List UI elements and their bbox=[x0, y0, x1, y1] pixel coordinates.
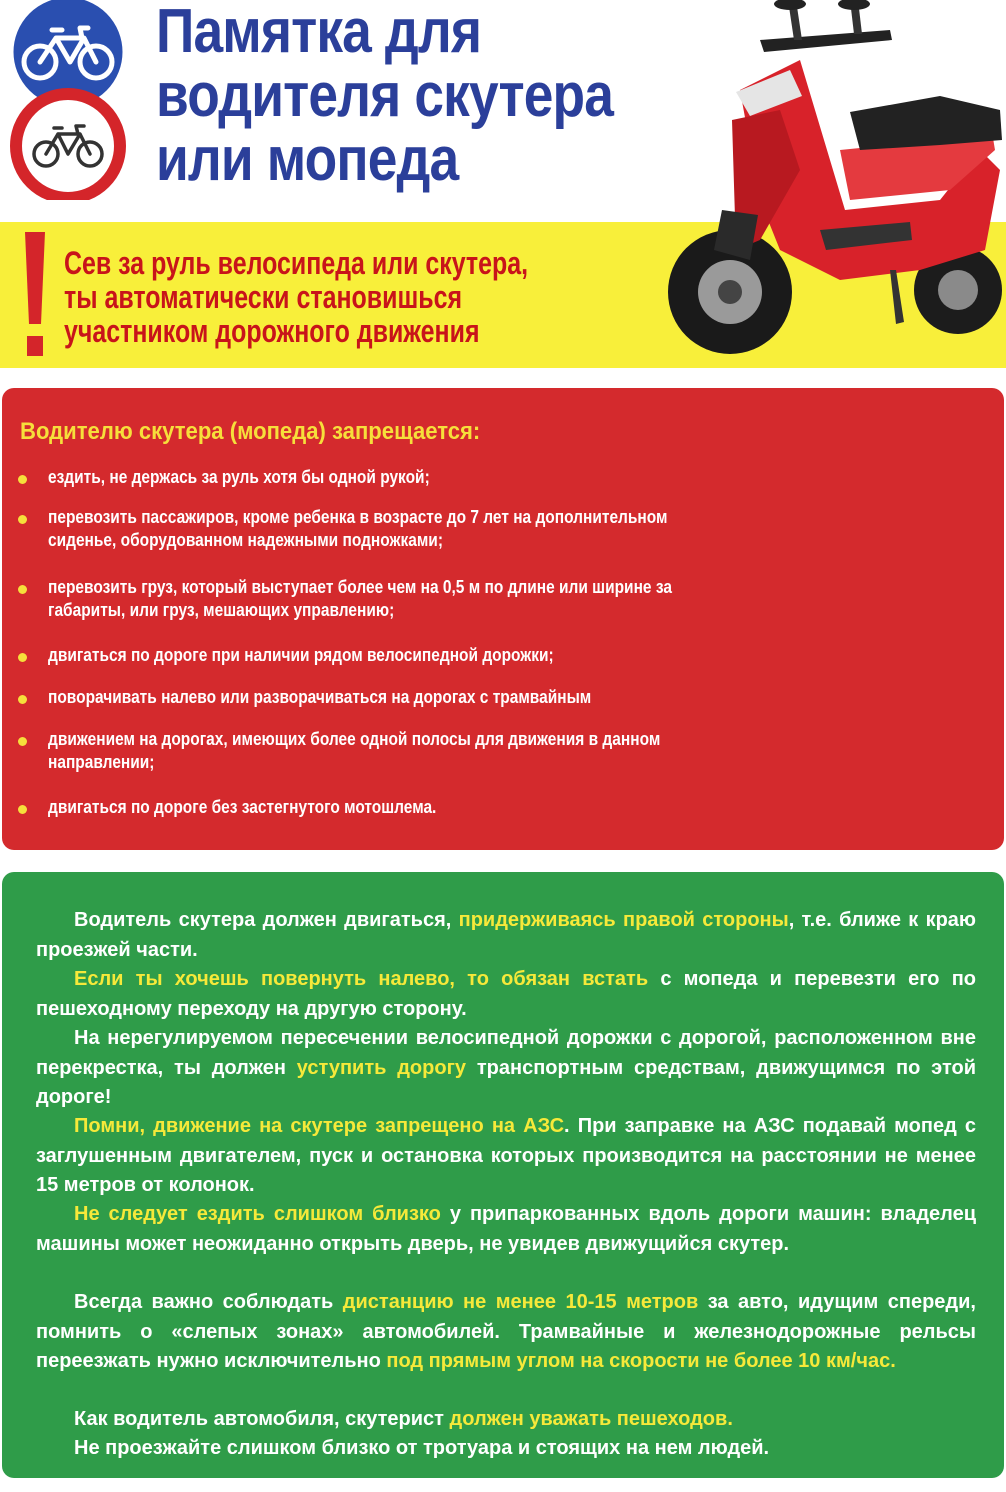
highlight-text: дистанцию не менее 10-15 метров bbox=[342, 1291, 699, 1313]
warning-line-1: Сев за руль велосипеда или скутера, bbox=[64, 245, 529, 281]
warning-line-3: участником дорожного движения bbox=[64, 313, 480, 349]
bullet-icon bbox=[18, 805, 27, 814]
bullet-icon bbox=[18, 585, 27, 594]
warning-line-2: ты автоматически становишься bbox=[64, 279, 463, 315]
highlight-text: должен уважать пешеходов. bbox=[449, 1408, 733, 1430]
advice-paragraph: Помни, движение на скутере запрещено на АЗС. При заправке на АЗС подавай мопед с заглушенным двигателем, пуск и остановка которых производится на расстоянии не менее 15 метров от колонок. bbox=[36, 1115, 976, 1196]
bullet-icon bbox=[18, 515, 27, 524]
advice-paragraph: Если ты хочешь повернуть налево, то обязан встать с мопеда и перевезти его по пешеходному переходу на другую сторону. bbox=[36, 968, 976, 1020]
poster-title bbox=[156, 0, 638, 192]
list-item-line: габариты, или груз, мешающих управлению; bbox=[48, 600, 395, 620]
bullet-icon bbox=[18, 475, 27, 484]
advice-paragraph: Всегда важно соблюдать дистанцию не менее 10-15 метров за авто, идущим спереди, помнить о «слепых зонах» автомобилей. Трамвайные и железнодорожные рельсы переезжать нужно исключительно под прямым углом на скорости не более 10 км/час. bbox=[36, 1291, 976, 1372]
advice-paragraph: Водитель скутера должен двигаться, придерживаясь правой стороны, т.е. ближе к краю проезжей части. bbox=[36, 909, 976, 961]
bullet-icon bbox=[18, 695, 27, 704]
advice-paragraph: Не проезжайте слишком близко от тротуара и стоящих на нем людей. bbox=[74, 1437, 770, 1459]
list-item-line: двигаться по дороге при наличии рядом велосипедной дорожки; bbox=[48, 645, 554, 665]
road-signs bbox=[4, 0, 132, 200]
no-bicycles-sign-icon bbox=[16, 94, 120, 198]
list-item-line: поворачивать налево или разворачиваться на дорогах с трамвайным bbox=[48, 687, 592, 707]
highlight-text: под прямым углом на скорости не более 10 км/час. bbox=[386, 1350, 896, 1372]
scooter-image bbox=[640, 0, 1006, 360]
list-item-line: двигаться по дороге без застегнутого мотошлема. bbox=[48, 797, 437, 817]
title-line-2: водителя скутера bbox=[156, 61, 614, 130]
prohibitions-heading: Водителю скутера (мопеда) запрещается: bbox=[20, 418, 481, 445]
advice-paragraph: Не следует ездить слишком близко у припаркованных вдоль дороги машин: владелец машины может неожиданно открыть дверь, не увидев движущийся скутер. bbox=[36, 1203, 977, 1255]
list-item-line: движением на дорогах, имеющих более одной полосы для движения в данном bbox=[48, 729, 661, 749]
list-item-line: ездить, не держась за руль хотя бы одной рукой; bbox=[48, 467, 430, 487]
highlight-text: уступить дорогу bbox=[296, 1056, 467, 1079]
bullet-icon bbox=[18, 653, 27, 662]
highlight-text: Не следует ездить слишком близко bbox=[74, 1203, 441, 1225]
highlight-text: Помни, движение на скутере запрещено на АЗС bbox=[74, 1115, 565, 1137]
title-line-1: Памятка для bbox=[156, 0, 482, 66]
highlight-text: Если ты хочешь повернуть налево, то обязан встать bbox=[74, 968, 649, 990]
highlight-text: придерживаясь правой стороны bbox=[458, 909, 789, 931]
list-item-line: перевозить пассажиров, кроме ребенка в возрасте до 7 лет на дополнительном bbox=[48, 507, 668, 527]
list-item-line: направлении; bbox=[48, 752, 155, 772]
advice-paragraph: На нерегулируемом пересечении велосипедной дорожки с дорогой, расположенном вне перекрестка, ты должен уступить дорогу транспортным средствам, движущимся по этой дороге! bbox=[36, 1027, 976, 1108]
list-item-line: сиденье, оборудованном надежными подножками; bbox=[48, 530, 443, 550]
bullet-icon bbox=[18, 737, 27, 746]
advice-paragraph: Как водитель автомобиля, скутерист должен уважать пешеходов. bbox=[74, 1408, 733, 1430]
exclamation-icon bbox=[22, 232, 48, 358]
title-line-3: или мопеда bbox=[156, 125, 459, 194]
list-item-line: перевозить груз, который выступает более чем на 0,5 м по длине или ширине за bbox=[48, 577, 672, 597]
warning-text bbox=[64, 246, 563, 348]
